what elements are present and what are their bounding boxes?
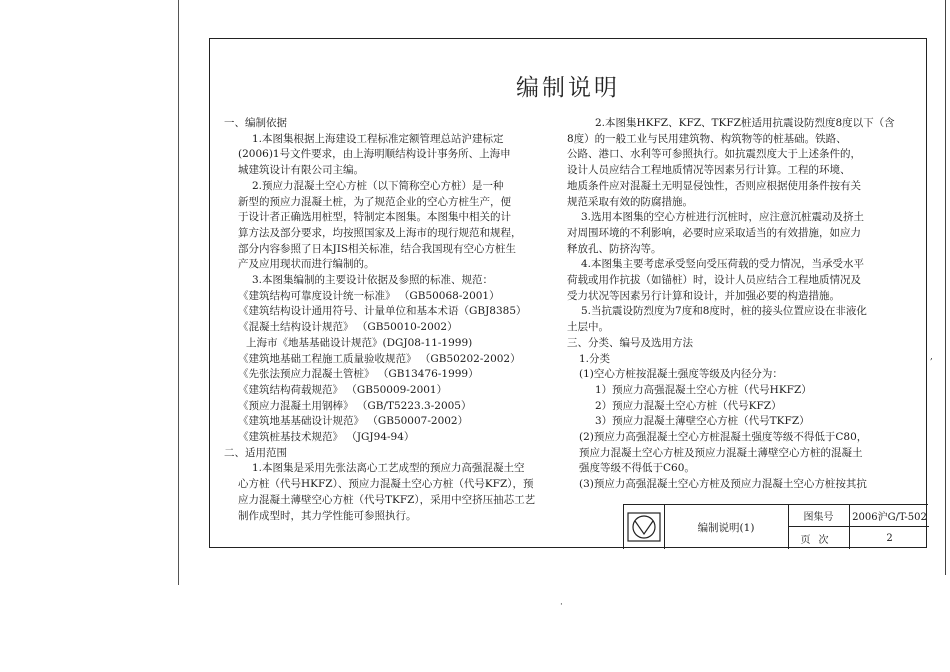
text-line: 一、编制依据 (224, 117, 287, 129)
text-line: 对周围环境的不利影响，必要时应采取适当的有效措施，如应力 (567, 226, 861, 239)
text-line: 3.选用本图集的空心方桩进行沉桩时，应注意沉桩震动及挤土 (581, 211, 865, 224)
text-line: (1)空心方桩按混凝土强度等级及内径分为： (579, 368, 783, 381)
text-line: 2.预应力混凝土空心方桩（以下简称空心方桩）是一种 (252, 179, 504, 192)
text-line: 《建筑地基础工程施工质量验收规范》 （GB50202-2002） (238, 352, 521, 365)
text-line: 规范采取有效的防腐措施。 (567, 195, 693, 208)
text-line: 1.本图集根据上海建设工程标准定额管理总站沪建标定 (252, 132, 504, 145)
text-line: 4.本图集主要考虑承受竖向受压荷载的受力情况，当承受水平 (581, 258, 865, 271)
text-line: 2）预应力混凝土空心方桩（代号KFZ） (595, 399, 782, 412)
text-line: 算方法及部分要求，均按照国家及上海市的现行规范和规程， (238, 226, 522, 239)
text-line: 释放孔、防挤沟等。 (567, 242, 662, 255)
binding-line (178, 0, 179, 585)
text-line: 预应力混凝土空心方桩及预应力混凝土薄壁空心方桩的混凝土 (579, 446, 863, 459)
text-line: 《建筑结构设计通用符号、计量单位和基本术语（GBJ8385） (238, 305, 527, 318)
text-line: 部分内容参照了日本JIS相关标准，结合我国现有空心方桩生 (238, 242, 517, 255)
margin-mark: · (560, 600, 563, 610)
title-block (623, 504, 928, 549)
text-line: 1.本图集是采用先张法离心工艺成型的预应力高强混凝土空 (252, 462, 525, 475)
text-line: (2006)1号文件要求，由上海明顺结构设计事务所、上海申 (238, 148, 511, 161)
text-line: (3)预应力高强混凝土空心方桩及预应力混凝土空心方桩按其抗 (579, 478, 867, 491)
text-line: (2)预应力高强混凝土空心方桩混凝土强度等级不得低于C80， (579, 431, 868, 444)
drawing-name: 编制说明(1) (664, 505, 789, 549)
right-column (567, 116, 915, 493)
text-line: 心方桩（代号HKFZ）、预应力混凝土空心方桩（代号KFZ），预 (238, 478, 534, 491)
atlas-value: 2006沪G/T-502 (850, 505, 929, 527)
text-line: 地质条件应对混凝土无明显侵蚀性，否则应根据使用条件按有关 (567, 179, 861, 192)
text-line: 3.本图集编制的主要设计依据及参照的标准、规范： (252, 274, 494, 287)
atlas-label: 图集号 (788, 505, 850, 527)
text-line: 产及应用现状而进行编制的。 (238, 258, 375, 271)
text-line: 《建筑桩基技术规范》 （JGJ94-94） (238, 431, 415, 444)
text-line: 8度）的一般工业与民用建筑物、构筑物等的桩基础。铁路、 (567, 132, 847, 145)
text-line: 2.本图集HKFZ、KFZ、TKFZ桩适用抗震设防烈度8度以下（含 (595, 117, 895, 129)
text-line: 5.当抗震设防烈度为7度和8度时，桩的接头位置应设在非液化 (581, 305, 867, 318)
text-line: 应力混凝土薄壁空心方桩（代号TKFZ），采用中空挤压抽芯工艺 (238, 493, 536, 506)
text-line: 《先张法预应力混凝土管桩》 （GB13476-1999） (238, 368, 479, 381)
text-line: 三、分类、编号及选用方法 (567, 336, 693, 349)
drawing-sheet (209, 38, 927, 548)
text-line: 3）预应力混凝土薄壁空心方桩（代号TKFZ） (595, 415, 810, 428)
text-line: 《混凝土结构设计规范》 （GB50010-2002） (238, 321, 458, 334)
text-line: 土层中。 (567, 321, 609, 334)
text-line: 强度等级不得低于C60。 (579, 462, 695, 475)
page-label: 页次 (788, 527, 850, 549)
page-title: 编制说明 (516, 75, 620, 101)
text-line: 公路、港口、水利等可参照执行。如抗震烈度大于上述条件的， (567, 148, 861, 161)
text-line: 二、适用范围 (224, 446, 287, 459)
text-line: 《预应力混凝土用钢棒》 （GB/T5223.3-2005） (238, 399, 472, 412)
text-line: 荷载或用作抗拔（如锚桩）时，设计人员应结合工程地质情况及 (567, 274, 861, 287)
edge-line (945, 0, 946, 575)
text-line: 1.分类 (579, 352, 611, 365)
page-value: 2 (886, 532, 893, 544)
text-line: 《建筑结构可靠度设计统一标准》 （GB50068-2001） (238, 289, 500, 302)
left-column (224, 116, 554, 524)
text-line: 新型的预应力混凝土桩，为了规范企业的空心方桩生产，便 (238, 195, 511, 208)
text-line: 制作成型时，其力学性能可参照执行。 (238, 509, 417, 522)
margin-mark: , (930, 352, 933, 362)
text-line: 上海市《地基基础设计规范》(DGJ08-11-1999) (246, 336, 473, 349)
logo-icon (624, 505, 665, 549)
text-line: 设计人员应结合工程地质情况等因素另行计算。工程的环境、 (567, 164, 851, 177)
text-line: 受力状况等因素另行计算和设计，并加强必要的构造措施。 (567, 289, 840, 302)
text-line: 于设计者正确选用桩型，特制定本图集。本图集中相关的计 (238, 211, 511, 224)
text-line: 1）预应力高强混凝土空心方桩（代号HKFZ） (595, 383, 812, 396)
text-line: 《建筑地基基础设计规范》 （GB50007-2002） (238, 415, 469, 428)
text-line: 城建筑设计有限公司主编。 (238, 164, 364, 177)
text-line: 《建筑结构荷载规范》 （GB50009-2001） (238, 383, 448, 396)
